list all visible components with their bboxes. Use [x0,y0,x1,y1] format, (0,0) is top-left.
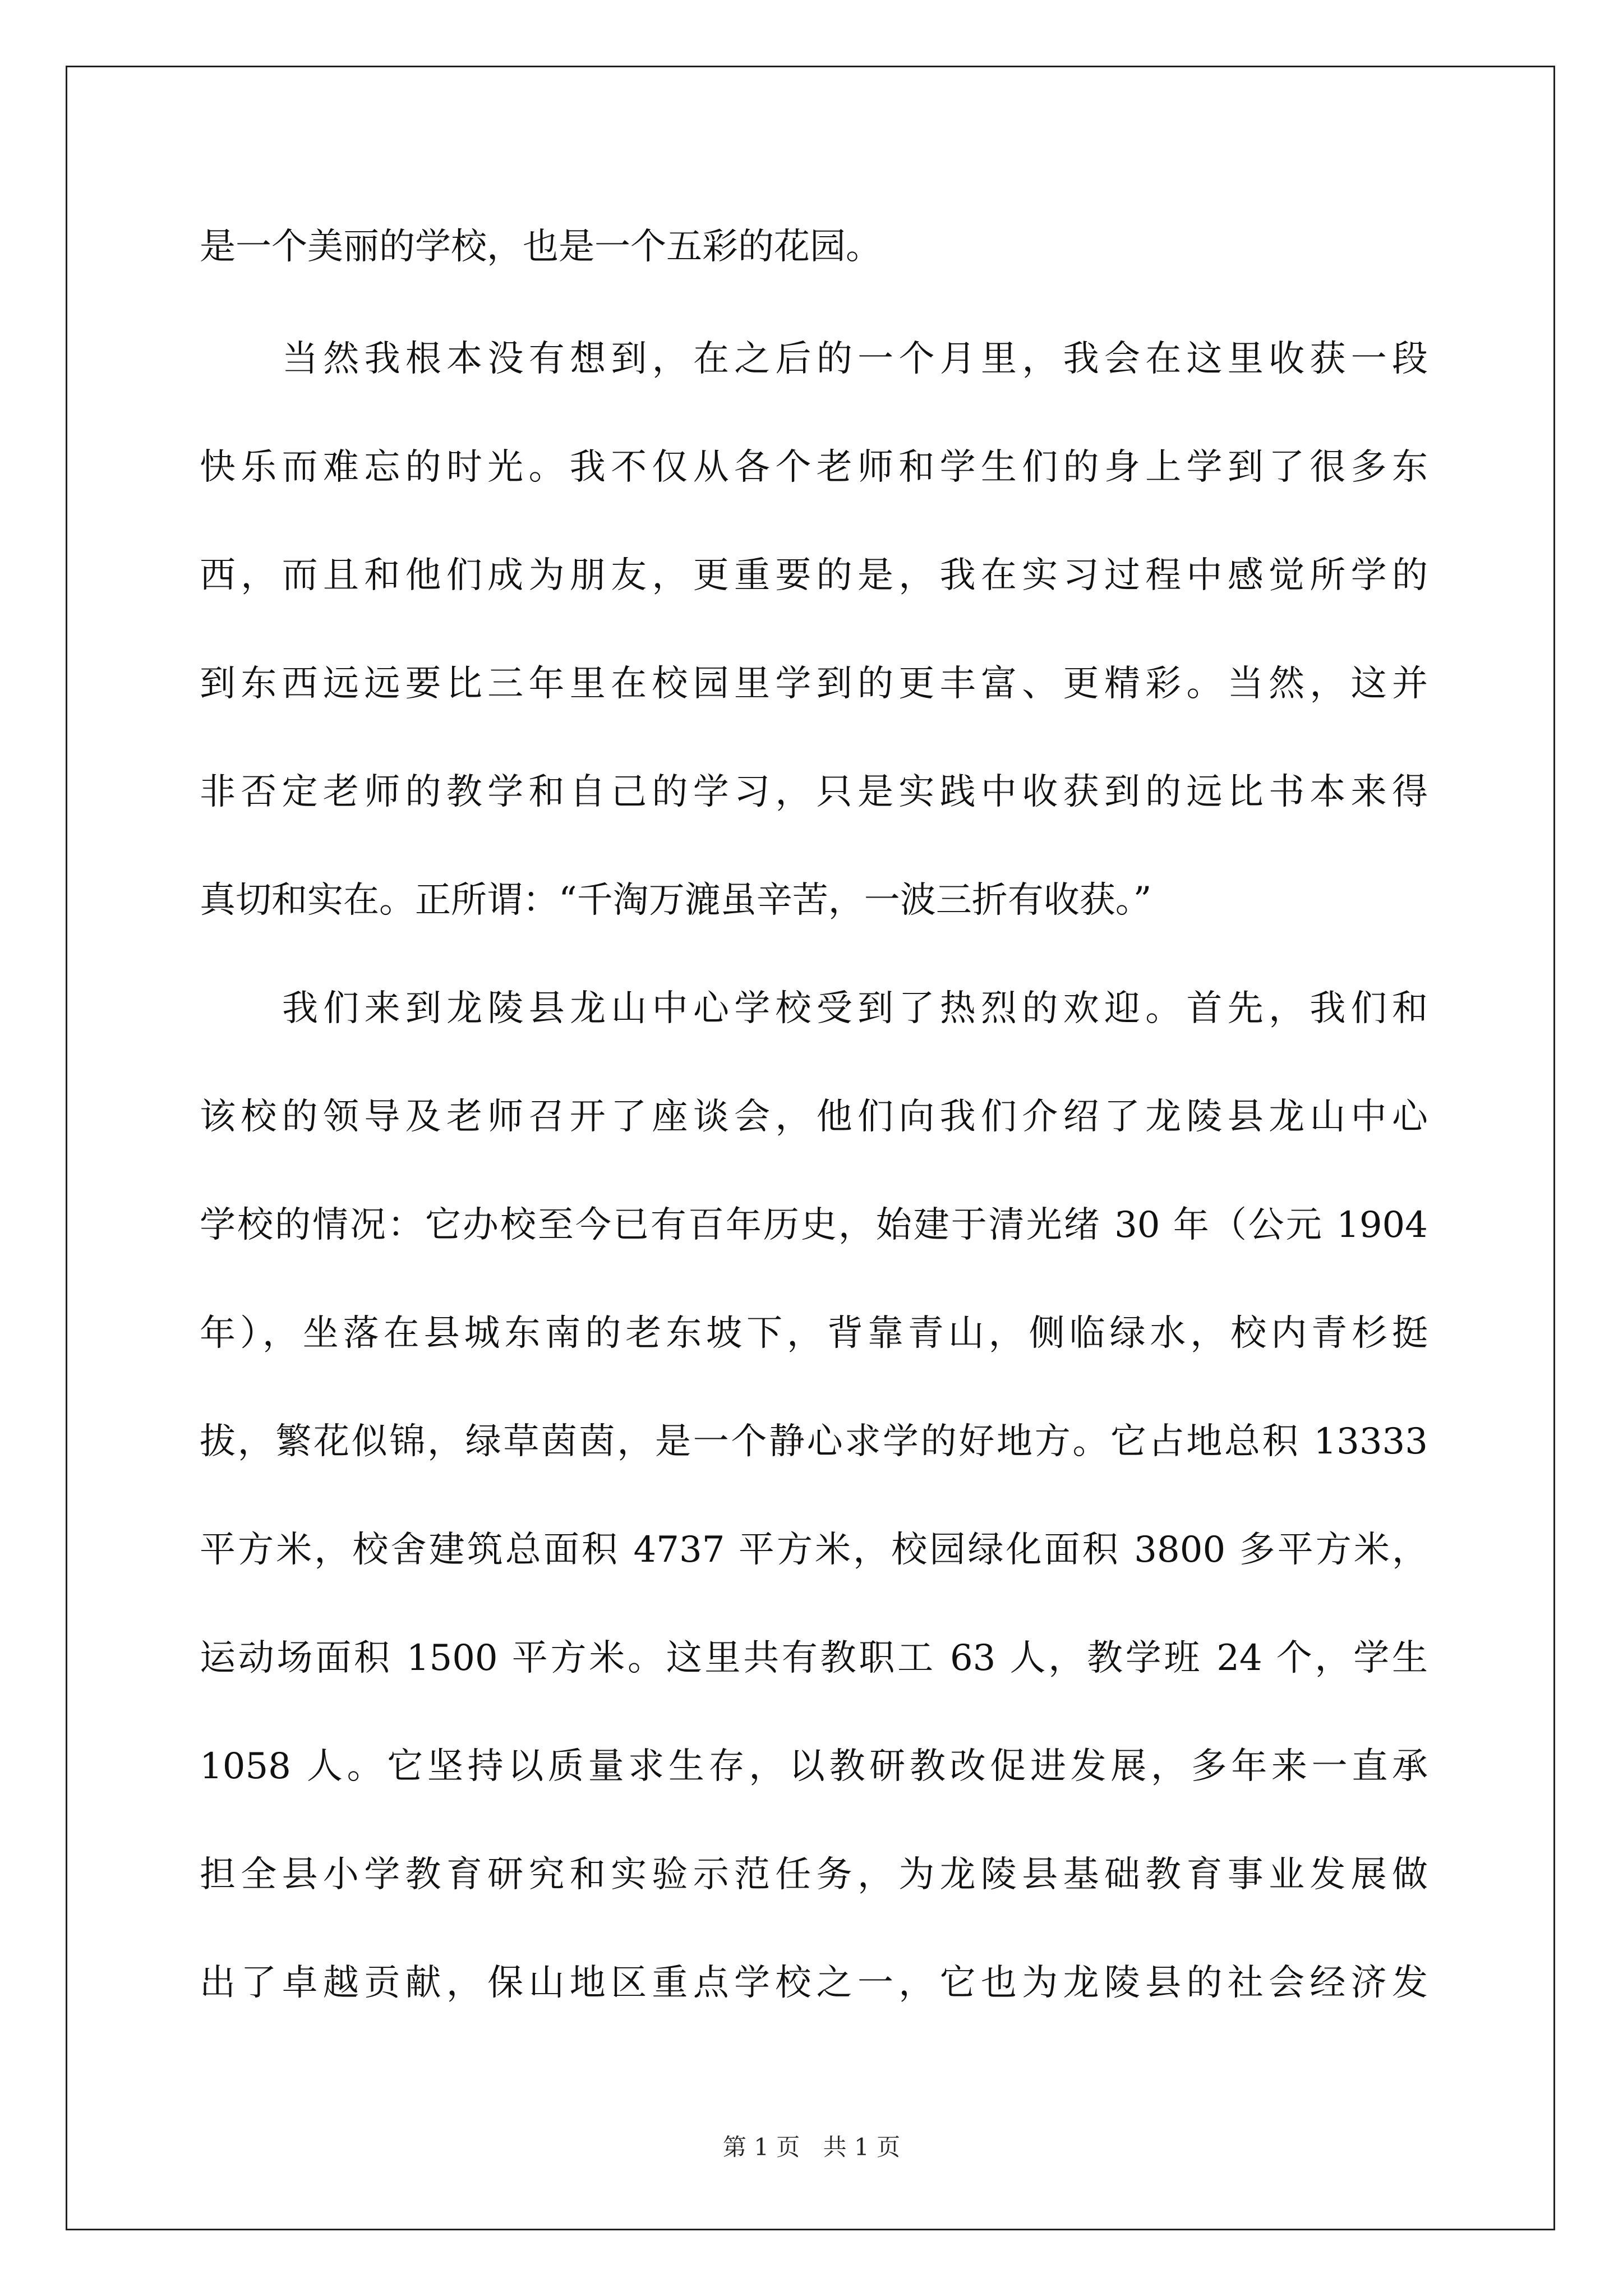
page-border [66,66,1555,2230]
text-line: 当然我根本没有想到，在之后的一个月里，我会在这里收获一段 [282,338,1428,380]
text-line: 平方米，校舍建筑总面积 4737 平方米，校园绿化面积 3800 多平方米， [200,1529,1428,1571]
text-line: 1058 人。它坚持以质量求生存，以教研教改促进发展，多年来一直承 [200,1746,1428,1787]
text-line: 该校的领导及老师召开了座谈会，他们向我们介绍了龙陵县龙山中心 [200,1096,1428,1138]
text-line: 到东西远远要比三年里在校园里学到的更丰富、更精彩。当然，这并 [200,663,1428,705]
text-line: 年），坐落在县城东南的老东坡下，背靠青山，侧临绿水，校内青杉挺 [200,1313,1428,1354]
text-line: 出了卓越贡献，保山地区重点学校之一，它也为龙陵县的社会经济发 [200,1962,1428,2004]
text-line: 运动场面积 1500 平方米。这里共有教职工 63 人，教学班 24 个，学生 [200,1637,1428,1679]
text-line: 西，而且和他们成为朋友，更重要的是，我在实习过程中感觉所学的 [200,555,1428,596]
text-line: 真切和实在。正所谓：“千淘万漉虽辛苦，一波三折有收获。” [200,880,1152,921]
text-line: 我们来到龙陵县龙山中心学校受到了热烈的欢迎。首先，我们和 [282,988,1428,1029]
page-footer [0,2132,1623,2163]
text-line: 快乐而难忘的时光。我不仅从各个老师和学生们的身上学到了很多东 [200,447,1428,488]
text-line: 非否定老师的教学和自己的学习，只是实践中收获到的远比书本来得 [200,771,1428,813]
page-total: 共 1 页 [823,2133,901,2161]
page-number: 第 1 页 [722,2133,800,2161]
text-line: 拔，繁花似锦，绿草茵茵，是一个静心求学的好地方。它占地总积 13333 [200,1421,1428,1462]
text-line: 学校的情况：它办校至今已有百年历史，始建于清光绪 30 年（公元 1904 [200,1204,1428,1246]
text-line: 担全县小学教育研究和实验示范任务，为龙陵县基础教育事业发展做 [200,1854,1428,1895]
text-line: 是一个美丽的学校，也是一个五彩的花园。 [200,226,882,268]
